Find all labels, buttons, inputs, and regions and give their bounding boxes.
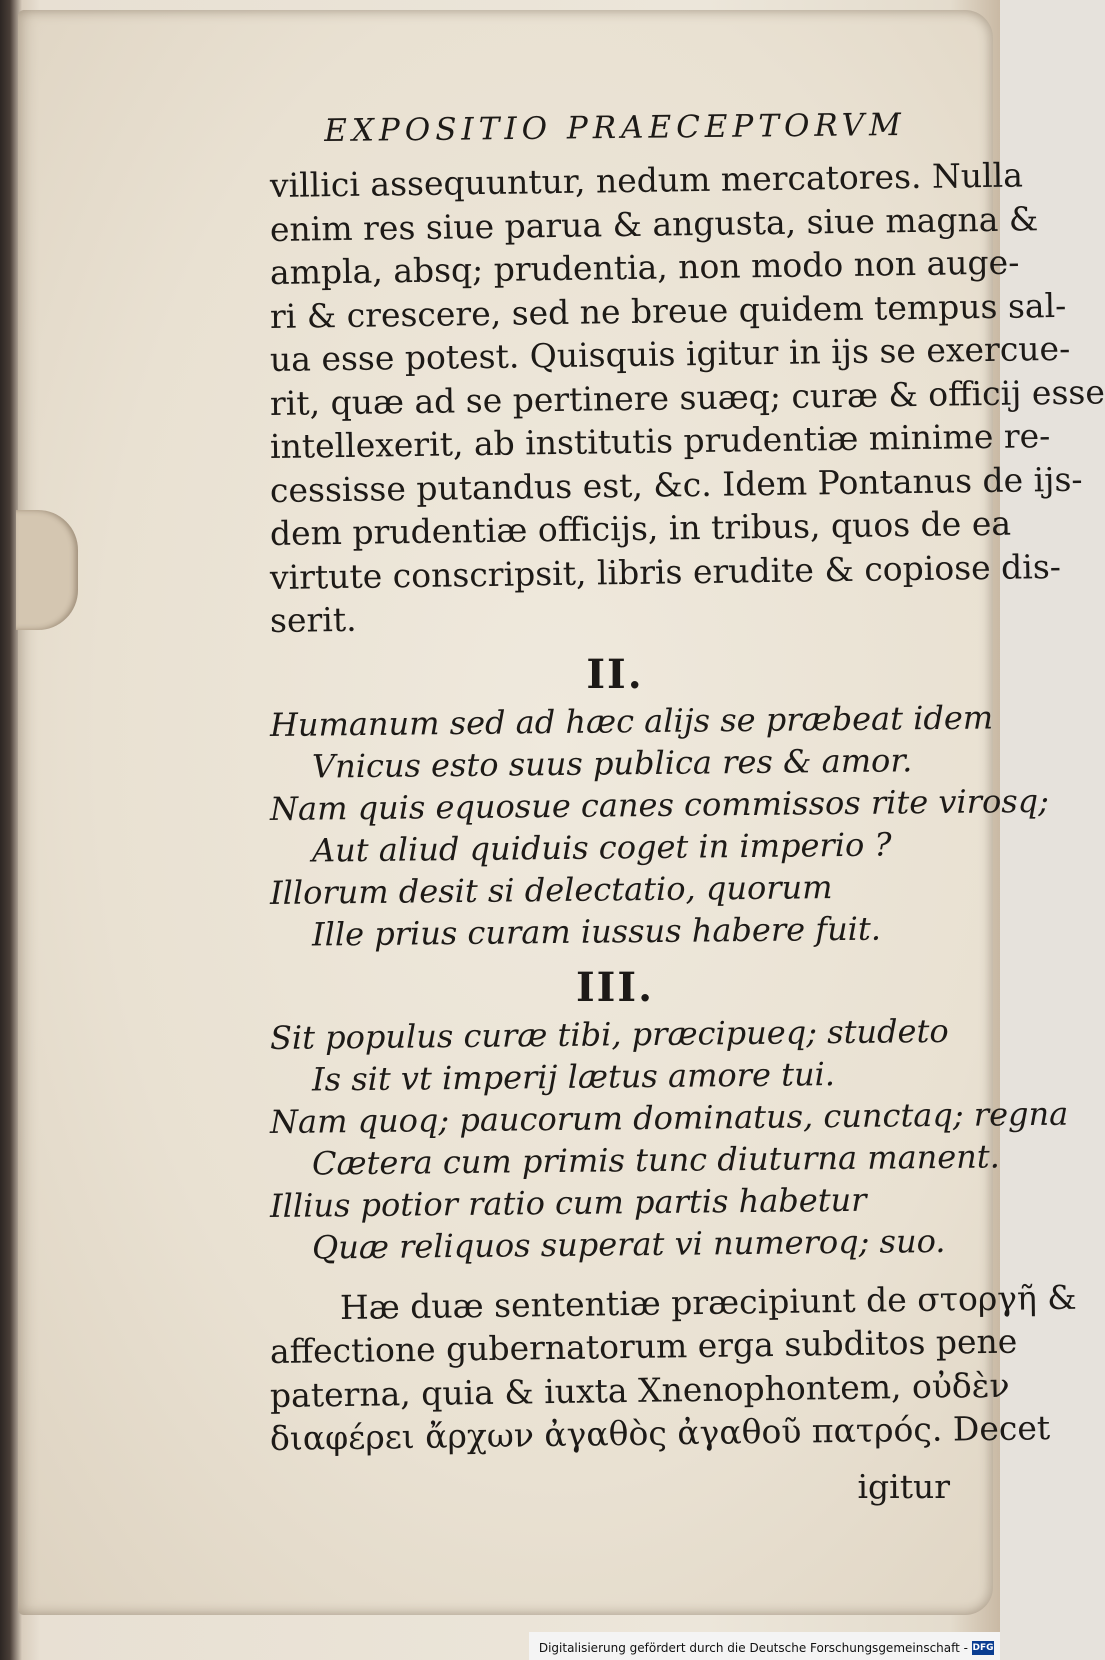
text-line: serit. (269, 599, 357, 640)
text-line: paterna, quia & iuxta Xnenophontem, οὐδὲν (269, 1365, 1010, 1415)
text-line: virtute conscripsit, libris erudite & copiose dis- (269, 546, 1062, 597)
text-line: rit, quæ ad se pertinere suæq; curæ & officij esse (269, 371, 1105, 423)
dfg-logo: DFG (972, 1643, 994, 1653)
page-content (269, 106, 1105, 1506)
verse-line: Cætera cum primis tunc diuturna manent. (311, 1136, 1001, 1183)
verse-line: Vnicus esto suus publica res & amor. (311, 740, 913, 786)
footer-text: Digitalisierung gefördert durch die Deutsche Forschungsgemeinschaft - (538, 1641, 968, 1655)
text-line: enim res siue parua & angusta, siue magna & (269, 198, 1039, 249)
catchword: igitur (857, 1466, 950, 1506)
verse-line: Sit populus curæ tibi, præcipueq; studeto (269, 1011, 949, 1057)
prose-block-1 (269, 155, 1105, 643)
verse-block-3 (269, 1011, 1069, 1269)
verse-line: Ille prius curam iussus habere fuit. (311, 909, 882, 954)
verse-line: Humanum sed ad hæc alijs se præbeat idem (269, 697, 994, 744)
text-line: ri & crescere, sed ne breue quidem tempus sal- (269, 285, 1067, 336)
verse-line: Is sit vt imperij lætus amore tui. (311, 1054, 836, 1099)
text-line: cessisse putandus est, &c. Idem Pontanus de ijs- (269, 459, 1083, 510)
verse-line: Nam quoq; paucorum dominatus, cunctaq; regna (269, 1094, 1069, 1141)
verse-line: Aut aliud quiduis coget in imperio ? (311, 824, 892, 870)
text-line: affectione gubernatorum erga subditos pene (269, 1321, 1018, 1371)
text-line: ampla, absq; prudentia, non modo non auge- (269, 242, 1020, 292)
text-line: villici assequuntur, nedum mercatores. Nulla (269, 155, 1024, 205)
text-line: intellexerit, ab institutis prudentiæ minime re- (269, 416, 1051, 466)
verse-line: Illius potior ratio cum partis habetur (269, 1180, 867, 1225)
text-line: διαφέρει ἄρχων ἀγαθὸς ἀγαθοῦ πατρός. Decet (269, 1408, 1051, 1458)
verse-line: Nam quis equosue canes commissos rite virosq; (269, 781, 1050, 828)
running-head: EXPOSITIO PRAECEPTORVM (324, 106, 906, 150)
section-number-3: III. (575, 963, 655, 1011)
digitization-footer (529, 1632, 1000, 1660)
section-number-2: II. (586, 650, 644, 698)
text-line: ua esse potest. Quisquis igitur in ijs se exercue- (269, 328, 1071, 379)
verse-line: Illorum desit si delectatio, quorum (269, 867, 833, 912)
page-edge-tab (16, 510, 78, 630)
verse-block-2 (269, 697, 1050, 956)
text-line: Hæ duæ sententiæ præcipiunt de στοργῆ & (339, 1277, 1077, 1327)
verse-line: Quæ reliquos superat vi numeroq; suo. (311, 1221, 946, 1267)
prose-block-2 (269, 1277, 1077, 1461)
text-line: dem prudentiæ officijs, in tribus, quos de ea (269, 503, 1012, 553)
